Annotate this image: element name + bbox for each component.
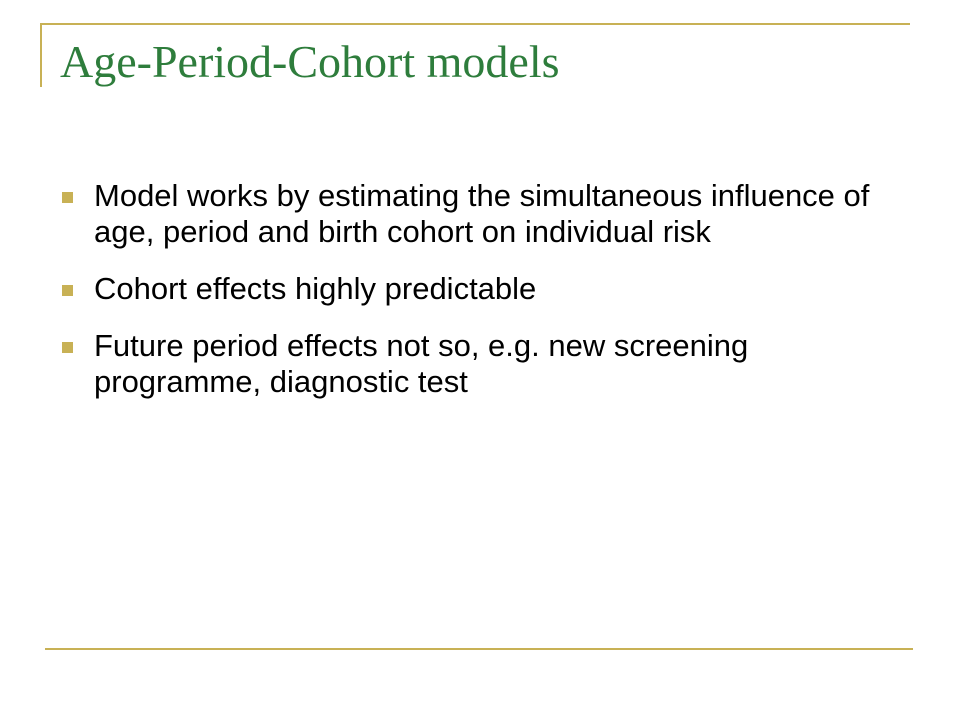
bullet-text: Cohort effects highly predictable bbox=[94, 271, 537, 306]
bullet-item bbox=[60, 328, 880, 400]
square-bullet-icon bbox=[62, 192, 73, 203]
square-bullet-icon bbox=[62, 342, 73, 353]
bullet-item bbox=[60, 178, 880, 250]
bullet-text: Future period effects not so, e.g. new screening programme, diagnostic test bbox=[94, 328, 749, 399]
bottom-rule bbox=[45, 648, 913, 650]
top-rule bbox=[40, 23, 910, 25]
bullet-text: Model works by estimating the simultaneous influence of age, period and birth cohort on individual risk bbox=[94, 178, 870, 249]
bullet-list bbox=[60, 178, 880, 421]
bullet-item bbox=[60, 271, 880, 307]
slide-title: Age-Period-Cohort models bbox=[60, 36, 560, 87]
left-rule bbox=[40, 23, 42, 87]
square-bullet-icon bbox=[62, 285, 73, 296]
